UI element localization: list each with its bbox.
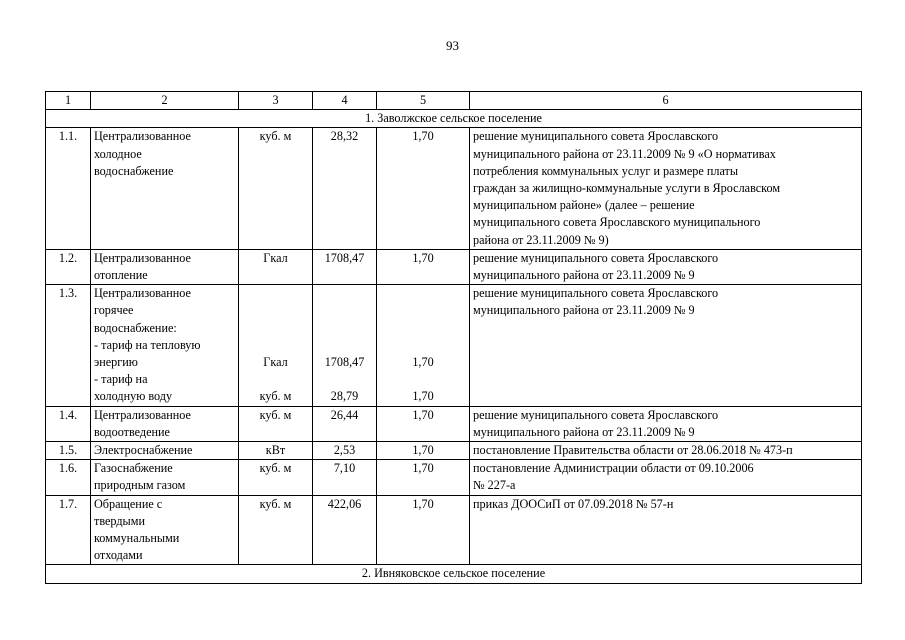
basis-line: решение муниципального совета Ярославского bbox=[473, 286, 719, 301]
service-name bbox=[91, 285, 239, 406]
coefficient bbox=[377, 495, 470, 565]
table-row bbox=[46, 406, 862, 441]
norm-value bbox=[313, 442, 377, 460]
value-line: 1708,47 bbox=[324, 355, 365, 370]
service-line: природным газом bbox=[94, 478, 186, 493]
service-name bbox=[91, 442, 239, 460]
coefficient-line: 1,70 bbox=[412, 407, 434, 422]
legal-basis bbox=[470, 442, 862, 460]
table-row bbox=[46, 285, 862, 406]
service-line: Централизованное bbox=[94, 250, 191, 265]
basis-line: граждан за жилищно-коммунальные услуги в Ярославском bbox=[473, 181, 781, 196]
coefficient bbox=[377, 285, 470, 406]
section-row bbox=[46, 110, 862, 128]
column-header: 3 bbox=[239, 92, 313, 110]
basis-line: муниципального района от 23.11.2009 № 9 bbox=[473, 303, 695, 318]
basis-line: решение муниципального совета Ярославского bbox=[473, 407, 719, 422]
basis-line: муниципального района от 23.11.2009 № 9 «О нормативах bbox=[473, 146, 776, 161]
basis-line: приказ ДООСиП от 07.09.2018 № 57-н bbox=[473, 496, 674, 511]
service-line: Электроснабжение bbox=[94, 443, 193, 458]
column-header: 4 bbox=[313, 92, 377, 110]
service-name bbox=[91, 495, 239, 565]
column-header: 1 bbox=[46, 92, 91, 110]
service-line: холодное bbox=[94, 146, 142, 161]
service-line: энергию bbox=[94, 355, 138, 370]
basis-line: № 227-а bbox=[473, 478, 516, 493]
norm-value bbox=[313, 128, 377, 249]
service-line: отходами bbox=[94, 548, 143, 563]
unit bbox=[239, 249, 313, 284]
norm-value bbox=[313, 285, 377, 406]
unit bbox=[239, 285, 313, 406]
unit-line: Гкал bbox=[263, 250, 288, 265]
table-row bbox=[46, 442, 862, 460]
coefficient-line: 1,70 bbox=[412, 389, 434, 404]
row-number: 1.3. bbox=[46, 285, 91, 406]
coefficient-line: 1,70 bbox=[412, 250, 434, 265]
service-line: Централизованное bbox=[94, 286, 191, 301]
value-line bbox=[316, 371, 373, 388]
value-line bbox=[316, 320, 373, 337]
tariff-table bbox=[45, 91, 862, 584]
unit bbox=[239, 442, 313, 460]
legal-basis bbox=[470, 128, 862, 249]
legal-basis bbox=[470, 495, 862, 565]
section-row bbox=[46, 565, 862, 583]
basis-line: муниципального совета Ярославского муниципального bbox=[473, 215, 761, 230]
unit-line: куб. м bbox=[259, 407, 292, 422]
unit-line: куб. м bbox=[259, 129, 292, 144]
legal-basis bbox=[470, 406, 862, 441]
coefficient bbox=[377, 460, 470, 495]
unit-line: куб. м bbox=[259, 496, 292, 511]
unit-line bbox=[242, 337, 309, 354]
page-number: 93 bbox=[446, 38, 459, 53]
basis-line: муниципального района от 23.11.2009 № 9 bbox=[473, 268, 695, 283]
row-number: 1.7. bbox=[46, 495, 91, 565]
service-line: - тариф на тепловую bbox=[94, 337, 201, 352]
coefficient-line: 1,70 bbox=[412, 443, 434, 458]
norm-value bbox=[313, 495, 377, 565]
coefficient-line bbox=[380, 320, 466, 337]
unit-line bbox=[242, 285, 309, 302]
coefficient-line bbox=[380, 337, 466, 354]
legal-basis bbox=[470, 285, 862, 406]
section-title: 2. Ивняковское сельское поселение bbox=[46, 565, 862, 583]
unit-line: кВт bbox=[265, 443, 286, 458]
legal-basis bbox=[470, 249, 862, 284]
value-line: 26,44 bbox=[330, 407, 359, 422]
row-number: 1.2. bbox=[46, 249, 91, 284]
service-line: Газоснабжение bbox=[94, 461, 173, 476]
service-name bbox=[91, 406, 239, 441]
column-header: 2 bbox=[91, 92, 239, 110]
coefficient-line: 1,70 bbox=[412, 129, 434, 144]
unit-line: куб. м bbox=[259, 461, 292, 476]
value-line bbox=[316, 337, 373, 354]
service-line: горячее bbox=[94, 303, 134, 318]
table-row bbox=[46, 495, 862, 565]
coefficient-line: 1,70 bbox=[412, 496, 434, 511]
service-line: Централизованное bbox=[94, 407, 191, 422]
unit bbox=[239, 406, 313, 441]
basis-line: постановление Правительства области от 28.06.2018 № 473-п bbox=[473, 443, 793, 458]
basis-line: решение муниципального совета Ярославского bbox=[473, 129, 719, 144]
service-line: твердыми bbox=[94, 513, 145, 528]
coefficient-line bbox=[380, 285, 466, 302]
value-line: 28,32 bbox=[330, 129, 359, 144]
coefficient-line bbox=[380, 302, 466, 319]
legal-basis bbox=[470, 460, 862, 495]
table-row bbox=[46, 128, 862, 249]
value-line: 28,79 bbox=[330, 389, 359, 404]
service-line: водоснабжение bbox=[94, 163, 174, 178]
norm-value bbox=[313, 406, 377, 441]
service-line: Централизованное bbox=[94, 129, 191, 144]
coefficient-line: 1,70 bbox=[412, 461, 434, 476]
coefficient bbox=[377, 442, 470, 460]
row-number: 1.1. bbox=[46, 128, 91, 249]
basis-line: района от 23.11.2009 № 9) bbox=[473, 232, 609, 247]
basis-line: муниципальном районе» (далее – решение bbox=[473, 198, 695, 213]
value-line: 1708,47 bbox=[324, 250, 365, 265]
row-number: 1.4. bbox=[46, 406, 91, 441]
service-name bbox=[91, 460, 239, 495]
value-line bbox=[316, 302, 373, 319]
coefficient bbox=[377, 128, 470, 249]
unit-line bbox=[242, 320, 309, 337]
basis-line: потребления коммунальных услуг и размере платы bbox=[473, 163, 739, 178]
basis-line: муниципального района от 23.11.2009 № 9 bbox=[473, 424, 695, 439]
coefficient-line: 1,70 bbox=[412, 355, 434, 370]
basis-line: решение муниципального совета Ярославского bbox=[473, 250, 719, 265]
service-line: отопление bbox=[94, 268, 148, 283]
coefficient bbox=[377, 406, 470, 441]
column-header: 6 bbox=[470, 92, 862, 110]
table-row bbox=[46, 249, 862, 284]
table-header-row bbox=[46, 92, 862, 110]
service-line: водоснабжение: bbox=[94, 320, 177, 335]
table-row bbox=[46, 460, 862, 495]
basis-line: постановление Администрации области от 09.10.2006 bbox=[473, 461, 754, 476]
unit-line: куб. м bbox=[259, 389, 292, 404]
unit-line bbox=[242, 302, 309, 319]
value-line: 7,10 bbox=[333, 461, 356, 476]
value-line: 422,06 bbox=[327, 496, 362, 511]
norm-value bbox=[313, 249, 377, 284]
row-number: 1.5. bbox=[46, 442, 91, 460]
unit-line: Гкал bbox=[263, 355, 288, 370]
service-line: - тариф на bbox=[94, 372, 148, 387]
coefficient bbox=[377, 249, 470, 284]
section-title: 1. Заволжское сельское поселение bbox=[46, 110, 862, 128]
service-name bbox=[91, 249, 239, 284]
unit bbox=[239, 460, 313, 495]
unit bbox=[239, 495, 313, 565]
unit-line bbox=[242, 371, 309, 388]
service-name bbox=[91, 128, 239, 249]
service-line: Обращение с bbox=[94, 496, 163, 511]
service-line: коммунальными bbox=[94, 531, 180, 546]
row-number: 1.6. bbox=[46, 460, 91, 495]
norm-value bbox=[313, 460, 377, 495]
value-line bbox=[316, 285, 373, 302]
column-header: 5 bbox=[377, 92, 470, 110]
service-line: водоотведение bbox=[94, 424, 170, 439]
unit bbox=[239, 128, 313, 249]
coefficient-line bbox=[380, 371, 466, 388]
service-line: холодную воду bbox=[94, 389, 173, 404]
value-line: 2,53 bbox=[333, 443, 356, 458]
